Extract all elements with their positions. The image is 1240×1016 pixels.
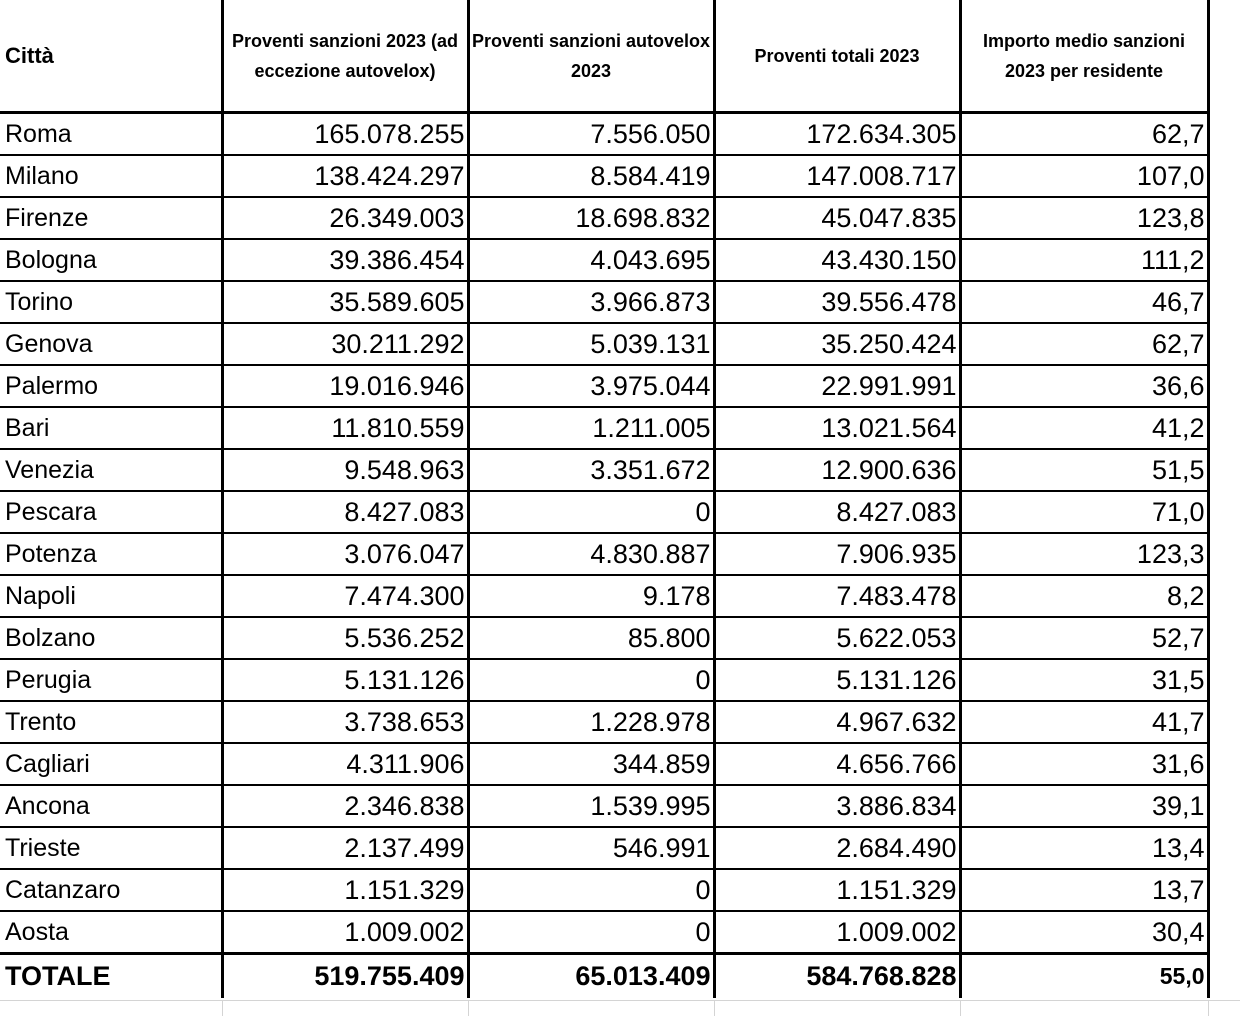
cell-importo-medio[interactable]: 62,7 — [960, 113, 1208, 156]
cell-importo-medio[interactable]: 13,7 — [960, 869, 1208, 911]
cell-importo-medio[interactable]: 8,2 — [960, 575, 1208, 617]
cell-importo-medio[interactable]: 41,2 — [960, 407, 1208, 449]
grid-line — [714, 1000, 715, 1016]
total-city[interactable]: TOTALE — [0, 954, 222, 999]
cell-proventi-sanzioni[interactable]: 2.346.838 — [222, 785, 468, 827]
cell-city[interactable]: Palermo — [0, 365, 222, 407]
table-row — [0, 155, 1208, 197]
cell-city[interactable]: Venezia — [0, 449, 222, 491]
cell-importo-medio[interactable]: 123,8 — [960, 197, 1208, 239]
cell-proventi-autovelox[interactable]: 8.584.419 — [468, 155, 714, 197]
cell-proventi-autovelox[interactable]: 3.975.044 — [468, 365, 714, 407]
cell-proventi-sanzioni[interactable]: 11.810.559 — [222, 407, 468, 449]
cell-importo-medio[interactable]: 31,6 — [960, 743, 1208, 785]
cell-proventi-sanzioni[interactable]: 5.536.252 — [222, 617, 468, 659]
cell-proventi-totali[interactable]: 7.906.935 — [714, 533, 960, 575]
cell-proventi-autovelox[interactable]: 546.991 — [468, 827, 714, 869]
header-proventi-sanzioni[interactable]: Proventi sanzioni 2023 (ad eccezione autovelox) — [222, 0, 468, 113]
cell-proventi-totali[interactable]: 12.900.636 — [714, 449, 960, 491]
cell-proventi-sanzioni[interactable]: 5.131.126 — [222, 659, 468, 701]
total-proventi-sanzioni[interactable]: 519.755.409 — [222, 954, 468, 999]
cell-proventi-sanzioni[interactable]: 9.548.963 — [222, 449, 468, 491]
cell-city[interactable]: Genova — [0, 323, 222, 365]
cell-city[interactable]: Pescara — [0, 491, 222, 533]
header-importo-medio[interactable]: Importo medio sanzioni 2023 per residente — [960, 0, 1208, 113]
cell-proventi-autovelox[interactable]: 7.556.050 — [468, 113, 714, 156]
cell-importo-medio[interactable]: 39,1 — [960, 785, 1208, 827]
cell-city[interactable]: Milano — [0, 155, 222, 197]
cell-city[interactable]: Bari — [0, 407, 222, 449]
cell-city[interactable]: Catanzaro — [0, 869, 222, 911]
cell-city[interactable]: Trieste — [0, 827, 222, 869]
table-row — [0, 575, 1208, 617]
cell-proventi-totali[interactable]: 172.634.305 — [714, 113, 960, 156]
total-row — [0, 954, 1208, 999]
cell-city[interactable]: Cagliari — [0, 743, 222, 785]
cell-proventi-autovelox[interactable]: 5.039.131 — [468, 323, 714, 365]
cell-importo-medio[interactable]: 36,6 — [960, 365, 1208, 407]
cell-importo-medio[interactable]: 51,5 — [960, 449, 1208, 491]
cell-importo-medio[interactable]: 62,7 — [960, 323, 1208, 365]
cell-proventi-totali[interactable]: 4.656.766 — [714, 743, 960, 785]
cell-importo-medio[interactable]: 71,0 — [960, 491, 1208, 533]
grid-line — [222, 1000, 223, 1016]
cell-proventi-totali[interactable]: 35.250.424 — [714, 323, 960, 365]
cell-proventi-autovelox[interactable]: 0 — [468, 869, 714, 911]
cell-proventi-sanzioni[interactable]: 30.211.292 — [222, 323, 468, 365]
cell-proventi-autovelox[interactable]: 18.698.832 — [468, 197, 714, 239]
cell-proventi-totali[interactable]: 8.427.083 — [714, 491, 960, 533]
cell-proventi-sanzioni[interactable]: 19.016.946 — [222, 365, 468, 407]
cell-proventi-sanzioni[interactable]: 3.076.047 — [222, 533, 468, 575]
cell-proventi-sanzioni[interactable]: 1.009.002 — [222, 911, 468, 954]
table-row — [0, 533, 1208, 575]
grid-line — [960, 1000, 961, 1016]
cell-proventi-autovelox[interactable]: 4.830.887 — [468, 533, 714, 575]
cell-proventi-autovelox[interactable]: 0 — [468, 911, 714, 954]
cell-importo-medio[interactable]: 31,5 — [960, 659, 1208, 701]
total-importo-medio[interactable]: 55,0 — [960, 954, 1208, 999]
cell-proventi-autovelox[interactable]: 3.966.873 — [468, 281, 714, 323]
table-row — [0, 827, 1208, 869]
table-row — [0, 617, 1208, 659]
cell-proventi-sanzioni[interactable]: 35.589.605 — [222, 281, 468, 323]
header-proventi-totali[interactable]: Proventi totali 2023 — [714, 0, 960, 113]
table-row — [0, 113, 1208, 156]
cell-proventi-sanzioni[interactable]: 39.386.454 — [222, 239, 468, 281]
cell-proventi-totali[interactable]: 13.021.564 — [714, 407, 960, 449]
header-row — [0, 0, 1208, 113]
header-proventi-autovelox[interactable]: Proventi sanzioni autovelox 2023 — [468, 0, 714, 113]
total-proventi-totali[interactable]: 584.768.828 — [714, 954, 960, 999]
cell-proventi-sanzioni[interactable]: 2.137.499 — [222, 827, 468, 869]
cell-proventi-sanzioni[interactable]: 4.311.906 — [222, 743, 468, 785]
cell-proventi-autovelox[interactable]: 1.539.995 — [468, 785, 714, 827]
cell-importo-medio[interactable]: 52,7 — [960, 617, 1208, 659]
table-row — [0, 659, 1208, 701]
cell-proventi-sanzioni[interactable]: 138.424.297 — [222, 155, 468, 197]
cell-city[interactable]: Firenze — [0, 197, 222, 239]
table-row — [0, 323, 1208, 365]
cell-proventi-totali[interactable]: 5.622.053 — [714, 617, 960, 659]
cell-proventi-totali[interactable]: 3.886.834 — [714, 785, 960, 827]
cell-proventi-autovelox[interactable]: 0 — [468, 491, 714, 533]
cell-proventi-totali[interactable]: 43.430.150 — [714, 239, 960, 281]
cell-proventi-totali[interactable]: 147.008.717 — [714, 155, 960, 197]
cell-importo-medio[interactable]: 13,4 — [960, 827, 1208, 869]
cell-proventi-autovelox[interactable]: 9.178 — [468, 575, 714, 617]
cell-city[interactable]: Bologna — [0, 239, 222, 281]
cell-proventi-totali[interactable]: 2.684.490 — [714, 827, 960, 869]
table-row — [0, 785, 1208, 827]
cell-proventi-totali[interactable]: 7.483.478 — [714, 575, 960, 617]
cell-proventi-autovelox[interactable]: 1.228.978 — [468, 701, 714, 743]
cell-proventi-totali[interactable]: 39.556.478 — [714, 281, 960, 323]
table-row — [0, 701, 1208, 743]
cell-proventi-autovelox[interactable]: 344.859 — [468, 743, 714, 785]
cell-proventi-sanzioni[interactable]: 8.427.083 — [222, 491, 468, 533]
cell-importo-medio[interactable]: 123,3 — [960, 533, 1208, 575]
cell-importo-medio[interactable]: 41,7 — [960, 701, 1208, 743]
cell-city[interactable]: Ancona — [0, 785, 222, 827]
cell-city[interactable]: Potenza — [0, 533, 222, 575]
grid-line — [468, 1000, 469, 1016]
cell-proventi-autovelox[interactable]: 0 — [468, 659, 714, 701]
cell-importo-medio[interactable]: 46,7 — [960, 281, 1208, 323]
cell-proventi-totali[interactable]: 4.967.632 — [714, 701, 960, 743]
cell-proventi-sanzioni[interactable]: 26.349.003 — [222, 197, 468, 239]
table-row — [0, 911, 1208, 954]
grid-line — [1208, 1000, 1209, 1016]
cell-proventi-totali[interactable]: 5.131.126 — [714, 659, 960, 701]
cell-city[interactable]: Roma — [0, 113, 222, 156]
cell-proventi-autovelox[interactable]: 1.211.005 — [468, 407, 714, 449]
table-row — [0, 365, 1208, 407]
table-row — [0, 743, 1208, 785]
cell-city[interactable]: Aosta — [0, 911, 222, 954]
cell-importo-medio[interactable]: 111,2 — [960, 239, 1208, 281]
cell-proventi-totali[interactable]: 1.009.002 — [714, 911, 960, 954]
header-city[interactable]: Città — [0, 0, 222, 113]
cell-proventi-autovelox[interactable]: 85.800 — [468, 617, 714, 659]
cell-proventi-totali[interactable]: 45.047.835 — [714, 197, 960, 239]
cell-proventi-sanzioni[interactable]: 1.151.329 — [222, 869, 468, 911]
cell-city[interactable]: Bolzano — [0, 617, 222, 659]
table-row — [0, 281, 1208, 323]
cell-city[interactable]: Napoli — [0, 575, 222, 617]
table-row — [0, 491, 1208, 533]
table-row — [0, 449, 1208, 491]
empty-grid-area — [0, 1000, 1240, 1016]
table-row — [0, 869, 1208, 911]
table-row — [0, 197, 1208, 239]
cell-importo-medio[interactable]: 30,4 — [960, 911, 1208, 954]
cell-proventi-sanzioni[interactable]: 7.474.300 — [222, 575, 468, 617]
cell-proventi-sanzioni[interactable]: 3.738.653 — [222, 701, 468, 743]
total-proventi-autovelox[interactable]: 65.013.409 — [468, 954, 714, 999]
cell-city[interactable]: Trento — [0, 701, 222, 743]
cell-city[interactable]: Torino — [0, 281, 222, 323]
cell-proventi-totali[interactable]: 22.991.991 — [714, 365, 960, 407]
cell-proventi-autovelox[interactable]: 4.043.695 — [468, 239, 714, 281]
cell-proventi-sanzioni[interactable]: 165.078.255 — [222, 113, 468, 156]
cell-importo-medio[interactable]: 107,0 — [960, 155, 1208, 197]
cell-city[interactable]: Perugia — [0, 659, 222, 701]
table-row — [0, 239, 1208, 281]
cell-proventi-totali[interactable]: 1.151.329 — [714, 869, 960, 911]
grid-line — [0, 1000, 1240, 1001]
table-row — [0, 407, 1208, 449]
cell-proventi-autovelox[interactable]: 3.351.672 — [468, 449, 714, 491]
